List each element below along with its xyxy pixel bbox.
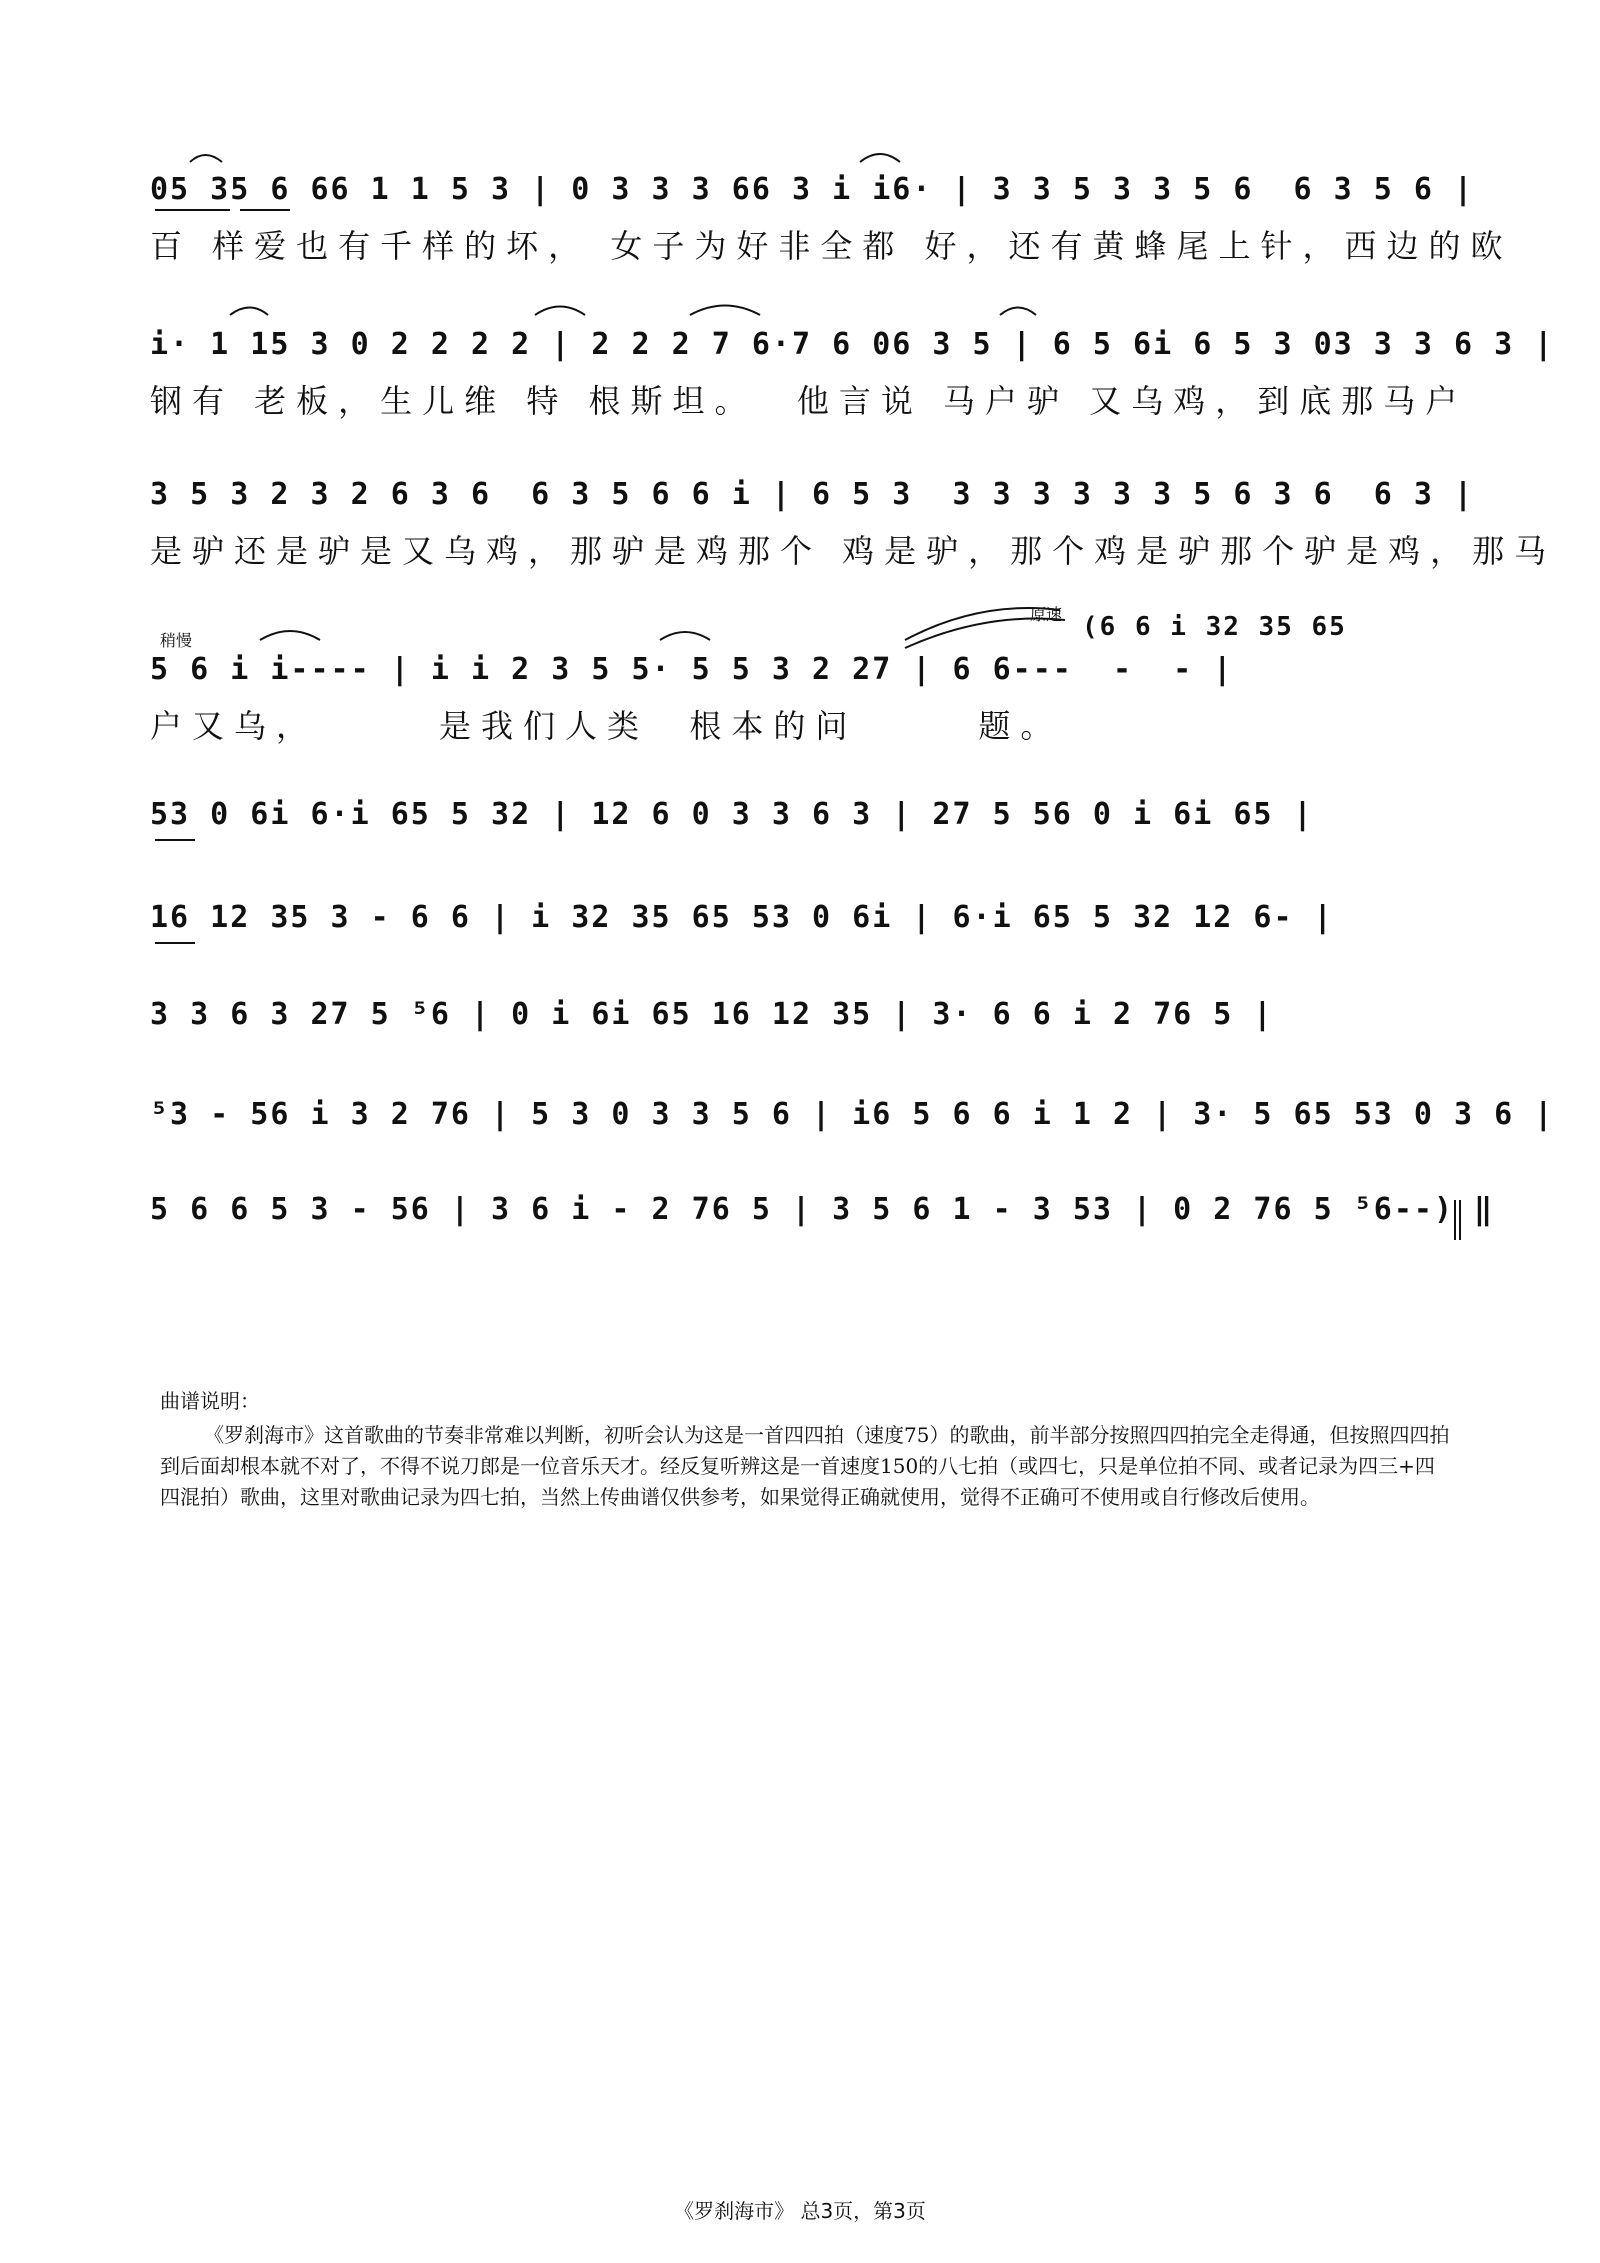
explanation-body: 《罗刹海市》这首歌曲的节奏非常难以判断，初听会认为这是一首四四拍（速度75）的歌曲，前半部分按照四四拍完全走得通，但按照四四拍到后面却根本就不对了，不得不说刀郎是一位音乐天才。经反复听辨这是一首速度150的八七拍（或四七，只是单位拍不同、或者记录为四三+四四混拍）歌曲，这里对歌曲记录为四七拍，当然上传曲谱仅供参考，如果觉得正确就使用，觉得不正确可不使用或自行修改后使用。	[160, 1423, 1450, 1509]
notation-line-7: 3 3 6 3 27 5 ⁵6 | 0 i 6i 65 16 12 35 | 3· 6 6 i 2 76 5 |	[150, 997, 1274, 1032]
tempo-original-marking: 原速	[1030, 605, 1063, 624]
slur-mark	[860, 154, 900, 162]
slur-mark	[690, 306, 760, 316]
slur-mark	[1000, 308, 1036, 316]
intro-bracket-notes: (6 6 i 32 35 65	[1082, 612, 1347, 642]
page-footer: 《罗刹海市》 总3页，第3页	[674, 2199, 926, 2223]
lyric-line-3: 是驴还是驴是又乌鸡，那驴是鸡那个 鸡是驴，那个鸡是驴那个驴是鸡，那马	[150, 532, 1557, 570]
slur-mark	[535, 307, 585, 316]
slur-mark	[190, 155, 222, 162]
notation-line-8: ⁵3 - 56 i 3 2 76 | 5 3 0 3 3 5 6 | i6 5 6 6 i 1 2 | 3· 5 65 53 0 3 6 |	[150, 1097, 1555, 1132]
explanation-title: 曲谱说明：	[160, 1389, 260, 1413]
slur-mark	[660, 632, 710, 640]
notation-line-1: 05 35 6 66 1 1 5 3 | 0 3 3 3 66 3 i i6· | 3 3 5 3 3 5 6 6 3 5 6 |	[150, 172, 1475, 207]
lyric-line-1: 百 样爱也有千样的坏， 女子为好非全都 好，还有黄蜂尾上针，西边的欧	[150, 227, 1513, 265]
notation-line-3: 3 5 3 2 3 2 6 3 6 6 3 5 6 6 i | 6 5 3 3 3 3 3 3 3 5 6 3 6 6 3 |	[150, 477, 1475, 512]
slur-mark	[230, 308, 268, 316]
notation-line-5: 53 0 6i 6·i 65 5 32 | 12 6 0 3 3 6 3 | 27 5 56 0 i 6i 65 |	[150, 797, 1314, 832]
lyric-line-4: 户又乌， 是我们人类 根本的问 题。	[150, 707, 1063, 745]
slur-mark	[260, 631, 320, 640]
notation-line-4: 5 6 i i---- | i i 2 3 5 5· 5 5 3 2 27 | 6 6--- - - |	[150, 652, 1234, 687]
tempo-slow-marking: 稍慢	[160, 631, 193, 650]
notation-line-2: i· 1 15 3 0 2 2 2 2 | 2 2 2 7 6·7 6 06 3 5 | 6 5 6i 6 5 3 03 3 3 6 3 |	[150, 327, 1555, 362]
notation-line-9: 5 6 6 5 3 - 56 | 3 6 i - 2 76 5 | 3 5 6 1 - 3 53 | 0 2 76 5 ⁵6--) ‖	[150, 1192, 1495, 1227]
notation-line-6: 16 12 35 3 - 6 6 | i 32 35 65 53 0 6i | 6·i 65 5 32 12 6- |	[150, 900, 1334, 935]
slur-mark	[905, 619, 1065, 648]
lyric-line-2: 钢有 老板，生儿维 特 根斯坦。 他言说 马户驴 又乌鸡，到底那马户	[150, 382, 1468, 420]
